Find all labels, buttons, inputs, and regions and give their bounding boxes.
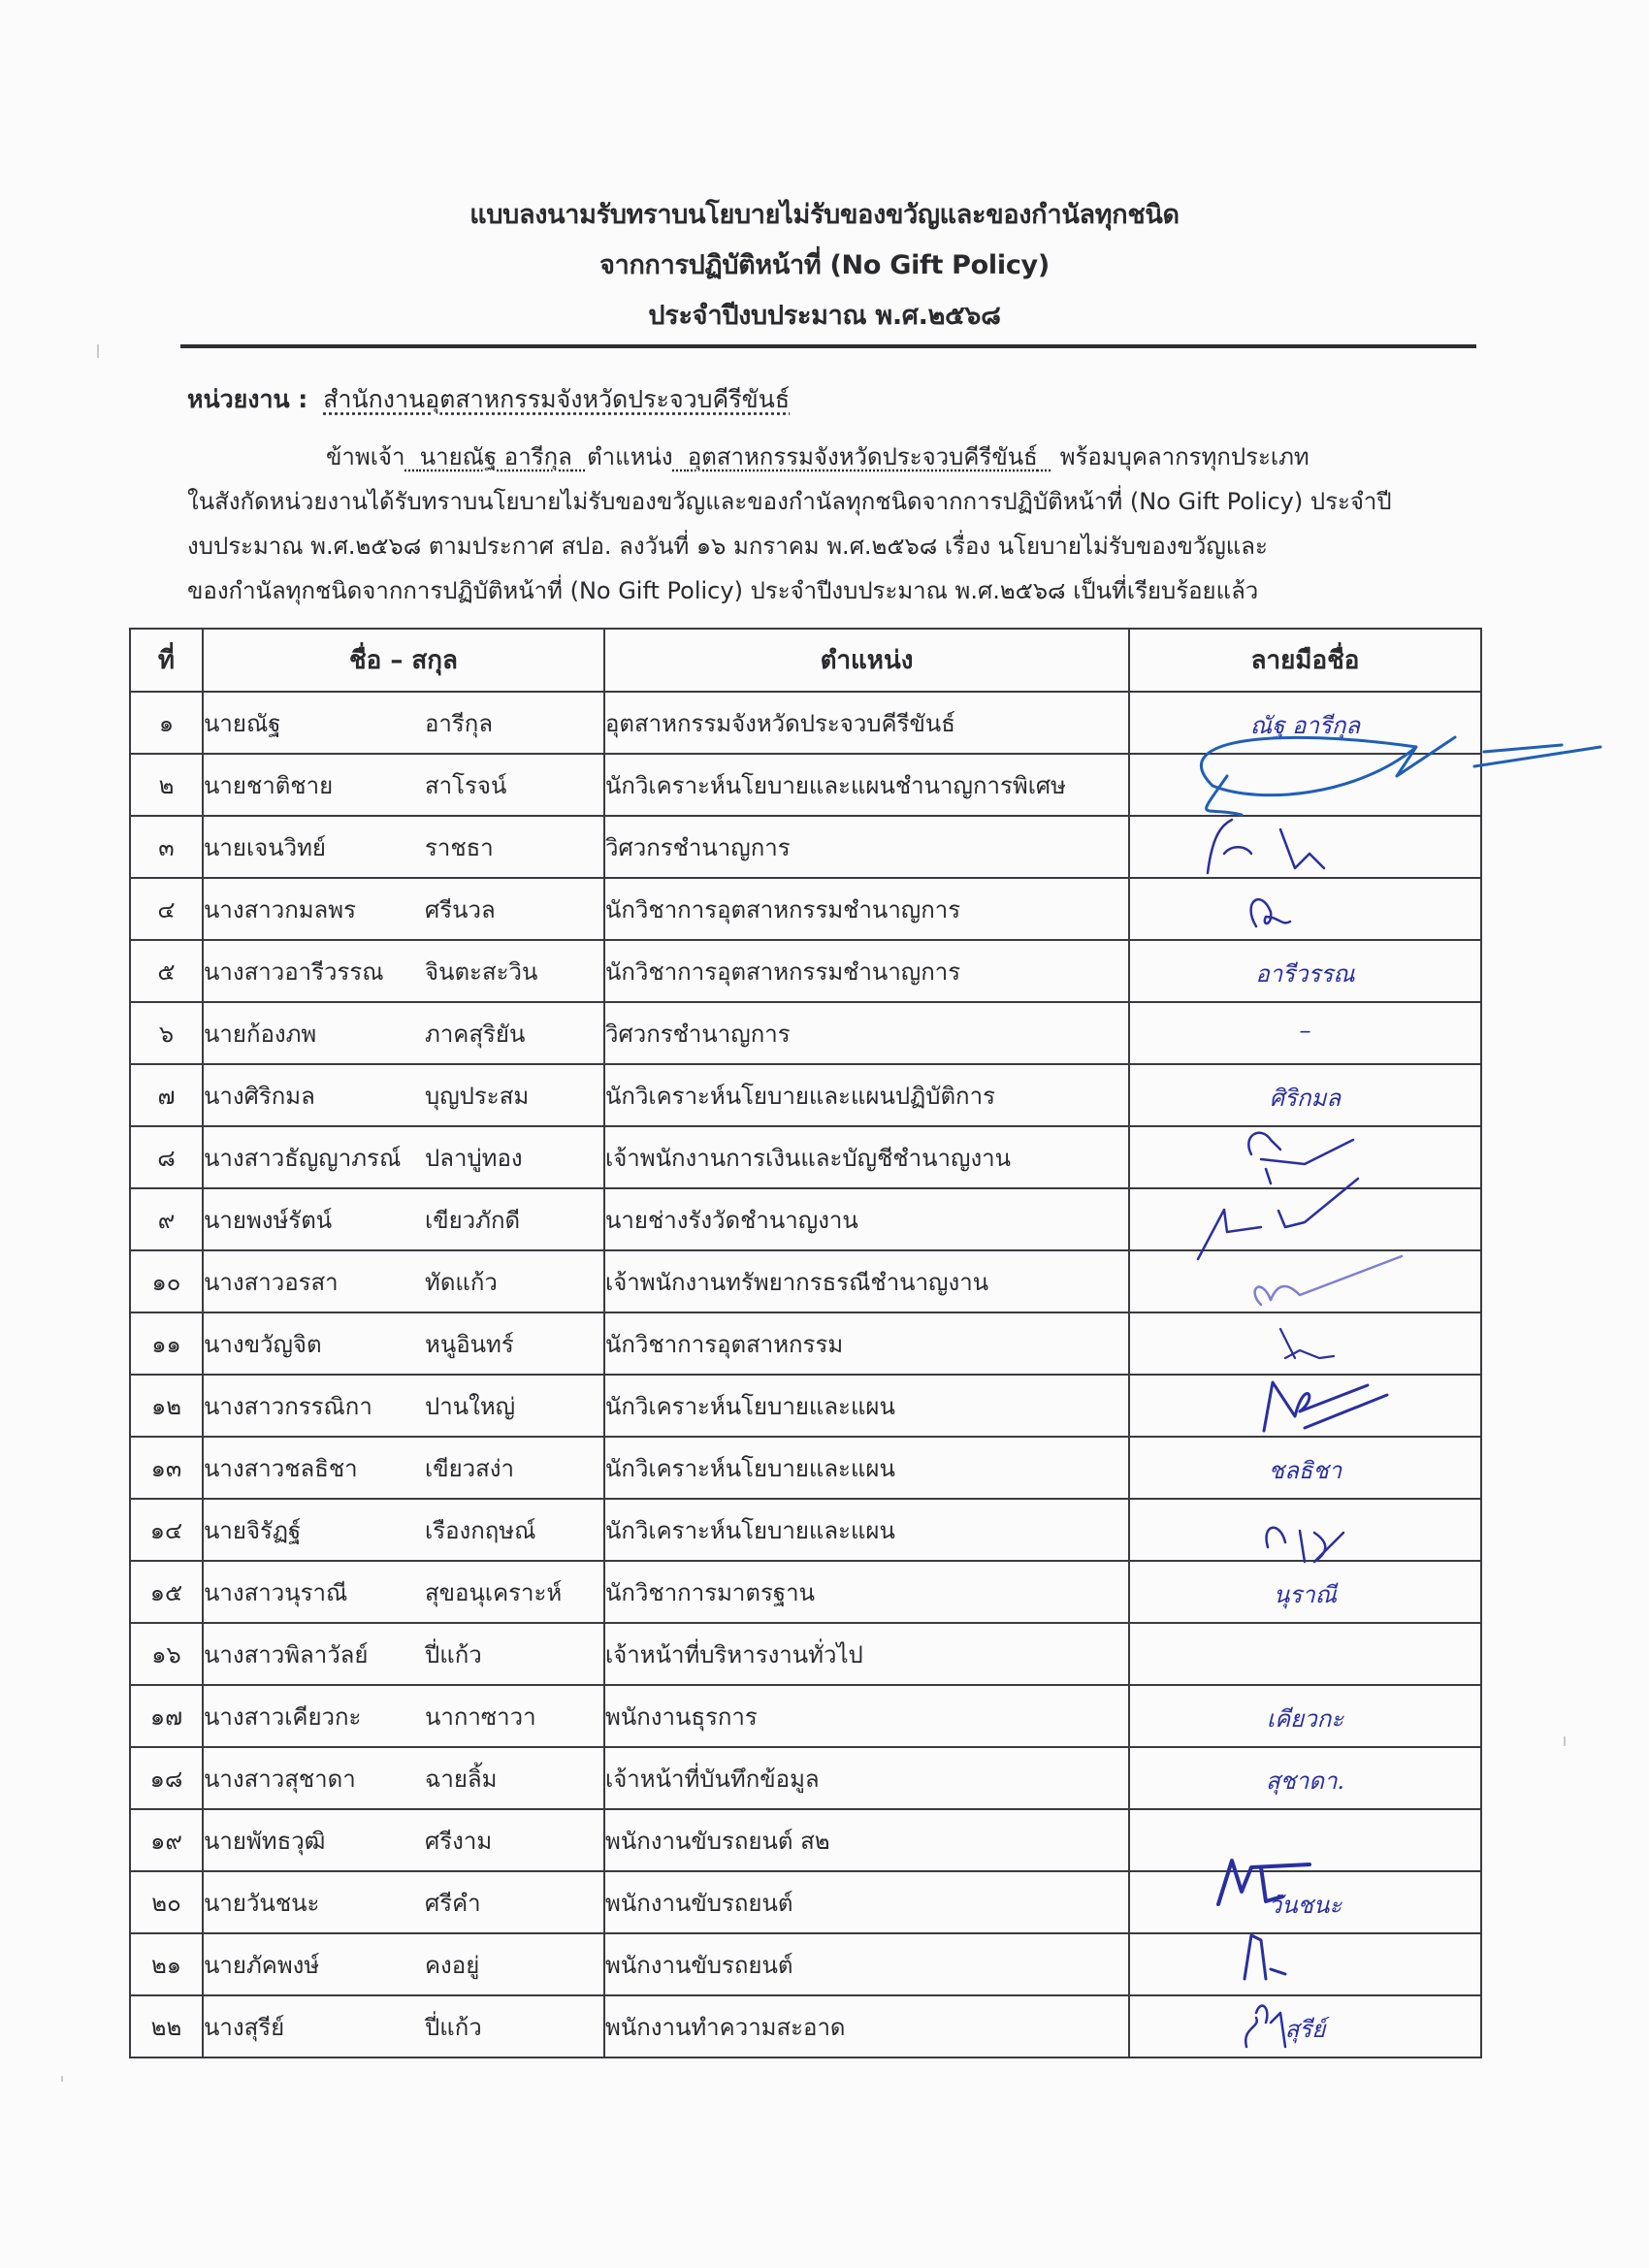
full-name [203,1126,604,1188]
scan-artifact [1564,1736,1566,1746]
first-name: นางสาวสุชาดา [204,1765,356,1793]
position: พนักงานทำความสะอาด [604,1995,1129,2057]
signature-cell [1129,1002,1481,1064]
full-name [203,878,604,940]
signature-cell [1129,1188,1481,1250]
position: พนักงานขับรถยนต์ [604,1933,1129,1995]
last-name: บุญประสม [425,1082,530,1110]
first-name: นางสาวอารีวรรณ [204,957,384,986]
signature-text: ณัฐ อารีกุล [1249,712,1361,739]
signature-cell [1129,754,1481,816]
full-name [203,1809,604,1871]
first-name: นายภัคพงษ์ [204,1951,320,1979]
statement-line-1-suffix: พร้อมบุคลากรทุกประเภท [1059,443,1310,470]
agency-line [187,380,790,419]
position: พนักงานธุรการ [604,1685,1129,1747]
first-name: นางสาวชลธิชา [204,1454,358,1482]
table-row [130,1499,1481,1561]
signature-text: นุราณี [1273,1581,1338,1608]
signature-cell [1129,1064,1481,1126]
signer-position [673,443,1052,470]
agency-value: สำนักงานอุตสาหกรรมจังหวัดประจวบคีรีขันธ์ [323,385,791,413]
first-name: นางสาวอรสา [204,1268,339,1296]
table-row [130,1250,1481,1312]
first-name: นางสาวกรรณิกา [204,1392,372,1420]
full-name [203,1933,604,1995]
signature-cell [1129,878,1481,940]
last-name: ทัดแก้ว [425,1268,498,1296]
position: นายช่างรังวัดชำนาญงาน [604,1188,1129,1250]
first-name: นางสาวพิลาวัลย์ [204,1640,369,1669]
signature-cell [1129,940,1481,1002]
position: พนักงานขับรถยนต์ ส๒ [604,1809,1129,1871]
row-number: ๑๕ [130,1561,203,1623]
first-name: นางสาวกมลพร [204,895,356,923]
first-name: นายพัทธวุฒิ [204,1827,326,1855]
table-row [130,1623,1481,1685]
first-name: นายเจนวิทย์ [204,833,326,861]
full-name [203,1437,604,1499]
row-number: ๑๗ [130,1685,203,1747]
row-number: ๒๐ [130,1871,203,1933]
position: พนักงานขับรถยนต์ [604,1871,1129,1933]
full-name [203,1747,604,1809]
row-number: ๘ [130,1126,203,1188]
position: นักวิชาการอุตสาหกรรมชำนาญการ [604,940,1129,1002]
position: วิศวกรชำนาญการ [604,1002,1129,1064]
position: นักวิเคราะห์นโยบายและแผน [604,1437,1129,1499]
scan-artifact [61,2076,63,2082]
row-number: ๑๓ [130,1437,203,1499]
position: นักวิเคราะห์นโยบายและแผน [604,1499,1129,1561]
last-name: สาโรจน์ [425,771,507,799]
table-row [130,1871,1481,1933]
signature-cell [1129,1871,1481,1933]
full-name [203,1499,604,1561]
full-name [203,1064,604,1126]
table-row [130,816,1481,878]
table-row [130,1126,1481,1188]
first-name: นางขวัญจิต [204,1330,322,1358]
first-name: นางสาวเคียวกะ [204,1702,362,1731]
full-name [203,1623,604,1685]
signature-text: สุชาดา. [1265,1767,1345,1795]
signature-cell [1129,1126,1481,1188]
last-name: นากาซาวา [425,1702,536,1731]
position: นักวิเคราะห์นโยบายและแผน [604,1375,1129,1437]
table-row [130,692,1481,754]
signature-text: สุรีย์ [1284,2016,1326,2043]
row-number: ๗ [130,1064,203,1126]
full-name [203,1375,604,1437]
scan-artifact [97,344,99,358]
signature-text: เคียวกะ [1266,1705,1344,1733]
position: เจ้าหน้าที่บริหารงานทั่วไป [604,1623,1129,1685]
statement-line-4: ของกำนัลทุกชนิดจากการปฏิบัติหน้าที่ (No Gift Policy) ประจำปีงบประมาณ พ.ศ.๒๕๖๘ เป็นที่เรียบร้อยแล้ว [187,577,1259,604]
signature-table [129,628,1482,2058]
last-name: คงอยู่ [425,1951,480,1979]
title-divider [180,344,1476,348]
row-number: ๑๘ [130,1747,203,1809]
signature-cell [1129,1933,1481,1995]
table-row [130,1002,1481,1064]
table-row [130,1437,1481,1499]
statement-line-2: ในสังกัดหน่วยงานได้รับทราบนโยบายไม่รับของขวัญและของกำนัลทุกชนิดจากการปฏิบัติหน้าที่ (No Gift Policy) ประจำปี [187,488,1392,515]
last-name: สุขอนุเคราะห์ [425,1578,563,1606]
row-number: ๑๑ [130,1312,203,1375]
last-name: ฉายลิ้ม [425,1765,498,1793]
row-number: ๒๑ [130,1933,203,1995]
table-row [130,940,1481,1002]
table-row [130,1561,1481,1623]
table-row [130,1685,1481,1747]
table-header-row [130,629,1481,692]
document-title [0,190,1649,341]
header-signature: ลายมือชื่อ [1129,629,1481,692]
last-name: ปานใหญ่ [425,1392,516,1420]
acknowledgement-statement [187,435,1439,613]
table-row [130,754,1481,816]
position: นักวิชาการอุตสาหกรรมชำนาญการ [604,878,1129,940]
first-name: นางสาวธัญญาภรณ์ [204,1144,402,1172]
position: เจ้าพนักงานทรัพยากรธรณีชำนาญงาน [604,1250,1129,1312]
first-name: นางศิริกมล [204,1082,315,1110]
title-line-2: จากการปฏิบัติหน้าที่ (No Gift Policy) [599,250,1050,280]
full-name [203,1871,604,1933]
table-row [130,1188,1481,1250]
position: นักวิเคราะห์นโยบายและแผนชำนาญการพิเศษ [604,754,1129,816]
last-name: ราชธา [425,833,494,861]
title-line-1: แบบลงนามรับทราบนโยบายไม่รับของขวัญและของกำนัลทุกชนิด [469,200,1180,230]
full-name [203,1002,604,1064]
full-name [203,1188,604,1250]
signature-cell [1129,1561,1481,1623]
row-number: ๑๐ [130,1250,203,1312]
table-row [130,1375,1481,1437]
signer-name-text: นายณัฐ อารีกุล [419,443,572,470]
table-row [130,1809,1481,1871]
table-row [130,1064,1481,1126]
table-row [130,1747,1481,1809]
row-number: ๓ [130,816,203,878]
row-number: ๔ [130,878,203,940]
signature-cell [1129,1437,1481,1499]
row-number: ๒๒ [130,1995,203,2057]
row-number: ๖ [130,1002,203,1064]
last-name: เรืองกฤษณ์ [425,1516,536,1544]
position: อุตสาหกรรมจังหวัดประจวบคีรีขันธ์ [604,692,1129,754]
full-name [203,1995,604,2057]
first-name: นายพงษ์รัตน์ [204,1206,333,1234]
signature-cell [1129,1747,1481,1809]
first-name: นายชาติชาย [204,771,334,799]
statement-prefix: ข้าพเจ้า [326,443,405,470]
signature-cell [1129,692,1481,754]
position: นักวิเคราะห์นโยบายและแผนปฏิบัติการ [604,1064,1129,1126]
last-name: ศรีงาม [425,1827,493,1855]
row-number: ๑๙ [130,1809,203,1871]
signature-text: ชลธิชา [1268,1457,1342,1484]
position: นักวิชาการอุตสาหกรรม [604,1312,1129,1375]
signature-text: – [1299,1017,1311,1044]
last-name: ปี่แก้ว [425,1640,482,1669]
row-number: ๑๔ [130,1499,203,1561]
last-name: เขียวสง่า [425,1454,514,1482]
first-name: นายณัฐ [204,709,281,737]
signature-text: ศิริกมล [1269,1085,1342,1112]
position-label: ตำแหน่ง [587,443,673,470]
row-number: ๙ [130,1188,203,1250]
full-name [203,1250,604,1312]
position: เจ้าพนักงานการเงินและบัญชีชำนาญงาน [604,1126,1129,1188]
agency-label: หน่วยงาน : [187,385,308,413]
row-number: ๑๒ [130,1375,203,1437]
full-name [203,940,604,1002]
signature-cell [1129,816,1481,878]
row-number: ๑๖ [130,1623,203,1685]
signature-cell [1129,1685,1481,1747]
full-name [203,1312,604,1375]
row-number: ๒ [130,754,203,816]
header-name: ชื่อ – สกุล [203,629,604,692]
last-name: ภาคสุริยัน [425,1020,526,1048]
full-name [203,816,604,878]
header-no: ที่ [130,629,203,692]
last-name: ปี่แก้ว [425,2013,482,2041]
first-name: นางสุรีย์ [204,2013,285,2041]
last-name: ศรีนวล [425,895,496,923]
table-row [130,878,1481,940]
table-row [130,1995,1481,2057]
row-number: ๑ [130,692,203,754]
signer-name [404,443,587,470]
position: นักวิชาการมาตรฐาน [604,1561,1129,1623]
signature-cell [1129,1250,1481,1312]
signature-cell [1129,1995,1481,2057]
first-name: นายก้องภพ [204,1020,317,1048]
first-name: นายจิรัฏฐ์ [204,1516,302,1544]
table-body [130,692,1481,2057]
first-name: นายวันชนะ [204,1889,320,1917]
signer-position-text: อุตสาหกรรมจังหวัดประจวบคีรีขันธ์ [687,443,1038,470]
position: เจ้าหน้าที่บันทึกข้อมูล [604,1747,1129,1809]
signature-text: อารีวรรณ [1255,960,1355,988]
last-name: จินตะสะวิน [425,957,538,986]
full-name [203,754,604,816]
statement-line-1 [187,435,1439,479]
full-name [203,692,604,754]
table-row [130,1312,1481,1375]
last-name: หนูอินทร์ [425,1330,514,1358]
statement-line-3: งบประมาณ พ.ศ.๒๕๖๘ ตามประกาศ สปอ. ลงวันที่ ๑๖ มกราคม พ.ศ.๒๕๖๘ เรื่อง นโยบายไม่รับของขวัญและ [187,533,1268,560]
position: วิศวกรชำนาญการ [604,816,1129,878]
header-position: ตำแหน่ง [604,629,1129,692]
last-name: อารีกุล [425,709,494,737]
signature-cell [1129,1312,1481,1375]
last-name: ศรีคำ [425,1889,481,1917]
table-row [130,1933,1481,1995]
signature-cell [1129,1809,1481,1871]
signature-cell [1129,1375,1481,1437]
signature-cell [1129,1623,1481,1685]
full-name [203,1685,604,1747]
signature-text: วันชนะ [1268,1892,1342,1919]
full-name [203,1561,604,1623]
last-name: ปลาบู่ทอง [425,1144,523,1172]
signature-cell [1129,1499,1481,1561]
last-name: เขียวภักดี [425,1206,521,1234]
title-line-3: ประจำปีงบประมาณ พ.ศ.๒๕๖๘ [648,301,1001,331]
first-name: นางสาวนุราณี [204,1578,348,1606]
row-number: ๕ [130,940,203,1002]
